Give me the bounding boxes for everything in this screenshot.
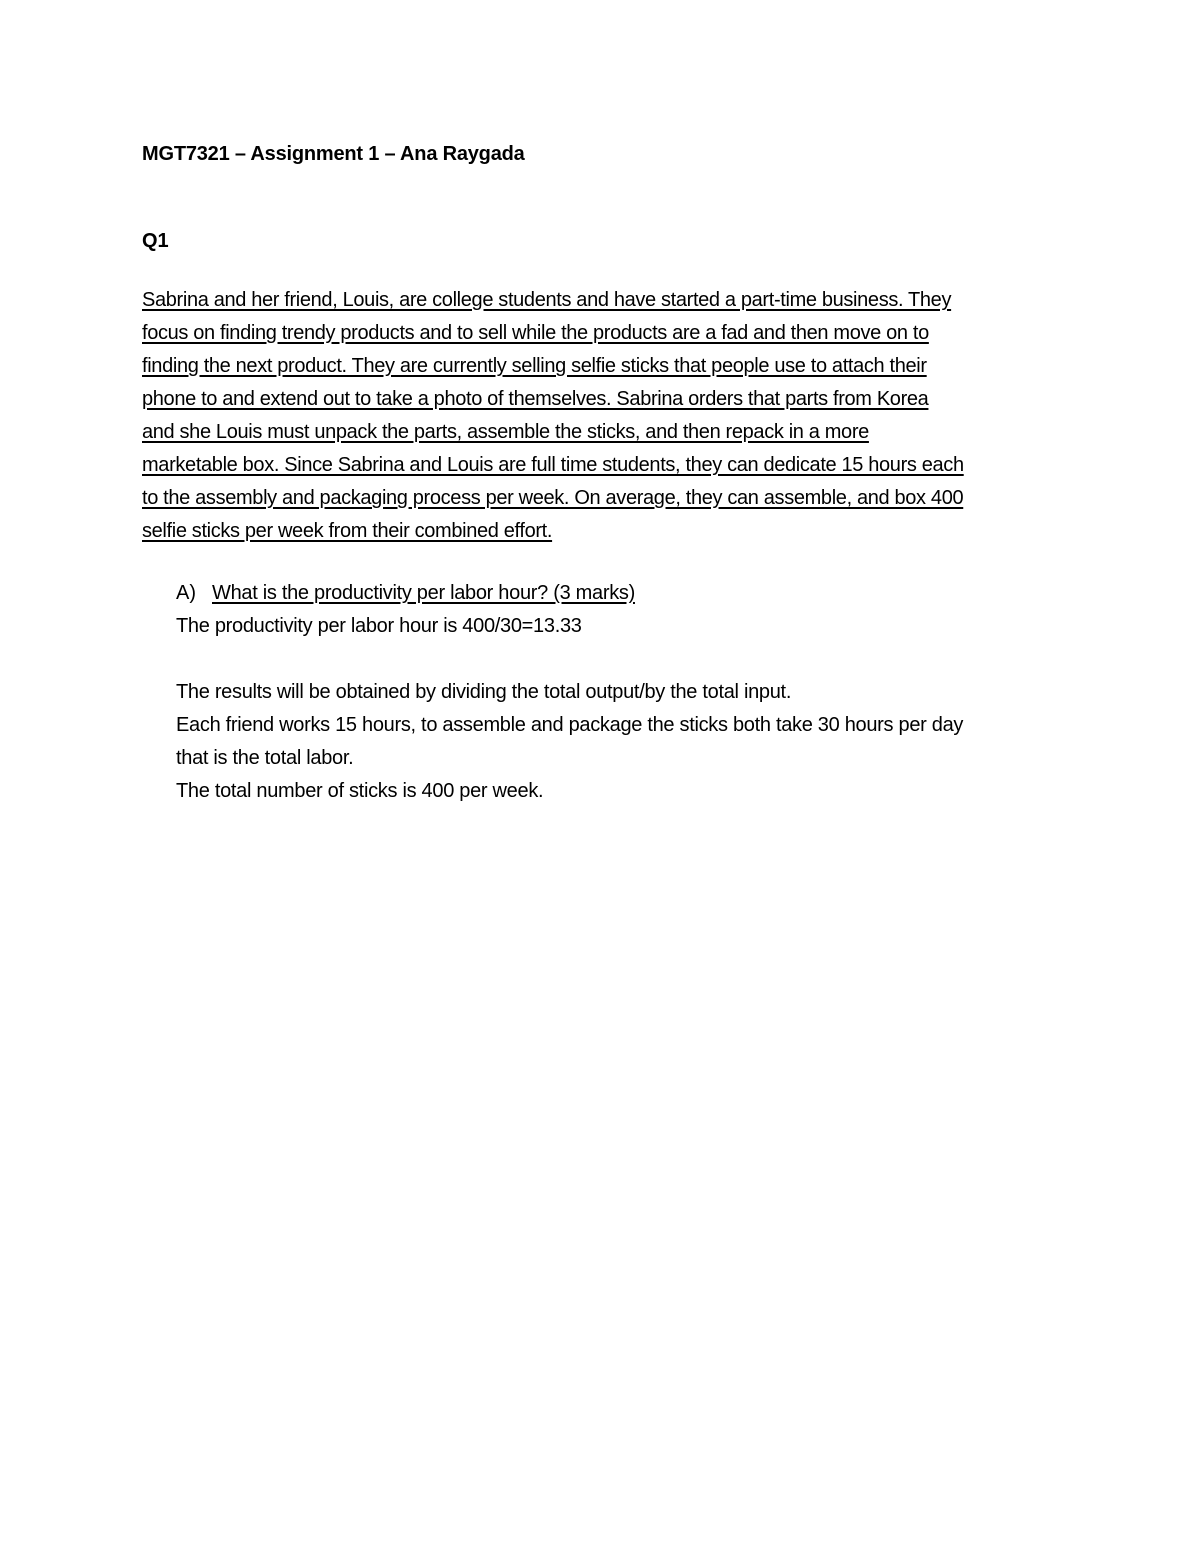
scenario-paragraph bbox=[142, 284, 1072, 548]
scenario-line: focus on finding trendy products and to sell while the products are a fad and then move on to bbox=[142, 322, 929, 344]
question-a-text: What is the productivity per labor hour? (3 marks) bbox=[212, 582, 635, 604]
question-a-marker: A) bbox=[176, 582, 196, 604]
question-a bbox=[176, 582, 635, 605]
scenario-line: finding the next product. They are currently selling selfie sticks that people use to attach their bbox=[142, 355, 927, 377]
scenario-line: and she Louis must unpack the parts, assemble the sticks, and then repack in a more bbox=[142, 421, 869, 443]
question-heading: Q1 bbox=[142, 230, 169, 252]
answer-line: Each friend works 15 hours, to assemble and package the sticks both take 30 hours per day bbox=[176, 714, 964, 736]
scenario-line: selfie sticks per week from their combined effort. bbox=[142, 520, 553, 542]
answer-line: The results will be obtained by dividing the total output/by the total input. bbox=[176, 681, 792, 703]
answer-line: that is the total labor. bbox=[176, 747, 354, 769]
answer-line: The total number of sticks is 400 per week. bbox=[176, 780, 544, 802]
scenario-line: marketable box. Since Sabrina and Louis are full time students, they can dedicate 15 hours each bbox=[142, 454, 964, 476]
scenario-line: phone to and extend out to take a photo of themselves. Sabrina orders that parts from Korea bbox=[142, 388, 929, 410]
scenario-line: Sabrina and her friend, Louis, are college students and have started a part-time business. They bbox=[142, 289, 952, 311]
scenario-line: to the assembly and packaging process per week. On average, they can assemble, and box 400 bbox=[142, 487, 964, 509]
answer-line: The productivity per labor hour is 400/30=13.33 bbox=[176, 615, 582, 637]
document-title: MGT7321 – Assignment 1 – Ana Raygada bbox=[142, 143, 525, 165]
